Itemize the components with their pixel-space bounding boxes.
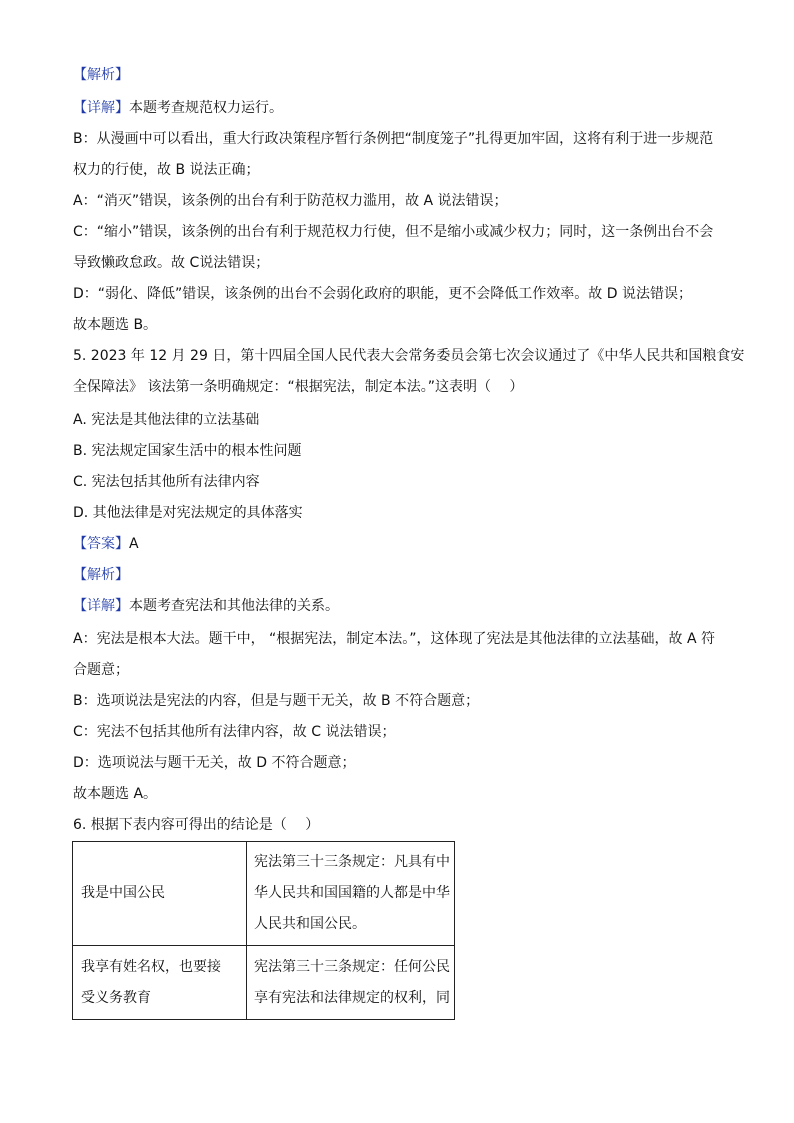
- q5-analysis-line: B：选项说法是宪法的内容，但是与题干无关，故 B 不符合题意；: [73, 693, 480, 709]
- table-cell-left: [73, 946, 247, 1020]
- q5-answer-line: [73, 535, 139, 553]
- cell-text: 受义务教育: [81, 989, 151, 1006]
- table-cell-left: [73, 842, 247, 946]
- table-row: [73, 842, 455, 946]
- table-cell-right: [247, 842, 455, 946]
- q5-analysis-line: A：宪法是根本大法。题干中， “根据宪法，制定本法。”，这体现了宪法是其他法律的立法基础，故 A 符: [73, 631, 716, 647]
- q4-analysis-line: B：从漫画中可以看出，重大行政决策程序暂行条例把“制度笼子”扎得更加牢固，这将有利于进一步规范: [73, 131, 714, 147]
- q5-answer-label: 【答案】: [73, 536, 129, 552]
- q4-analysis-line: 导致懒政怠政。故 C说法错误；: [73, 255, 270, 271]
- table-row: [73, 946, 455, 1020]
- q4-analysis-line: C：“缩小”错误，该条例的出台有利于规范权力行使，但不是缩小或减少权力；同时，这一条例出台不会: [73, 224, 714, 240]
- q5-stem-line: 5. 2023 年 12 月 29 日，第十四届全国人民代表大会常务委员会第七次会议通过了《中华人民共和国粮食安: [73, 348, 745, 364]
- q4-analysis-line: 权力的行使，故 B 说法正确；: [73, 162, 260, 178]
- q5-answer-value: A: [129, 536, 139, 552]
- cell-text: 享有宪法和法律规定的权利，同: [254, 989, 450, 1006]
- q5-xiangjie-label: 【详解】: [73, 598, 129, 614]
- q6-stem: 6. 根据下表内容可得出的结论是（ ）: [73, 817, 320, 833]
- q5-analysis-line: C：宪法不包括其他所有法律内容，故 C 说法错误；: [73, 724, 396, 740]
- q5-analysis-line: 合题意；: [73, 662, 129, 678]
- cell-text: 宪法第三十三条规定：凡具有中: [254, 854, 450, 870]
- cell-text: 人民共和国公民。: [254, 916, 366, 932]
- q5-option-d: D. 其他法律是对宪法规定的具体落实: [73, 505, 303, 521]
- cell-text: 我是中国公民: [81, 885, 165, 901]
- q5-stem-line: 全保障法》 该法第一条明确规定：“根据宪法，制定本法。”这表明（ ）: [73, 379, 524, 395]
- q4-xiangjie-text: 本题考查规范权力运行。: [129, 100, 283, 116]
- q6-table: [72, 841, 455, 1020]
- cell-text: 宪法第三十三条规定：任何公民: [254, 958, 450, 975]
- q4-xiangjie-label: 【详解】: [73, 100, 129, 116]
- q4-conclusion: 故本题选 B。: [73, 317, 158, 333]
- q4-xiangjie-line: [73, 99, 283, 117]
- cell-text: 我享有姓名权，也要接: [81, 958, 221, 975]
- q4-jiexi-label: 【解析】: [73, 67, 129, 83]
- q4-analysis-line: D：“弱化、降低”错误，该条例的出台不会弱化政府的职能，更不会降低工作效率。故 D 说法错误；: [73, 286, 692, 302]
- cell-text: 华人民共和国国籍的人都是中华: [254, 885, 450, 901]
- q5-jiexi-label: 【解析】: [73, 567, 129, 583]
- q5-xiangjie-line: [73, 597, 339, 615]
- q5-option-a: A. 宪法是其他法律的立法基础: [73, 412, 260, 428]
- q5-conclusion: 故本题选 A。: [73, 786, 158, 802]
- q5-xiangjie-text: 本题考查宪法和其他法律的关系。: [129, 598, 339, 614]
- q5-option-b: B. 宪法规定国家生活中的根本性问题: [73, 443, 302, 459]
- q5-option-c: C. 宪法包括其他所有法律内容: [73, 474, 260, 490]
- q4-analysis-line: A：“消灭”错误，该条例的出台有利于防范权力滥用，故 A 说法错误；: [73, 193, 508, 209]
- table-cell-right: [247, 946, 455, 1020]
- q5-analysis-line: D：选项说法与题干无关，故 D 不符合题意；: [73, 755, 356, 771]
